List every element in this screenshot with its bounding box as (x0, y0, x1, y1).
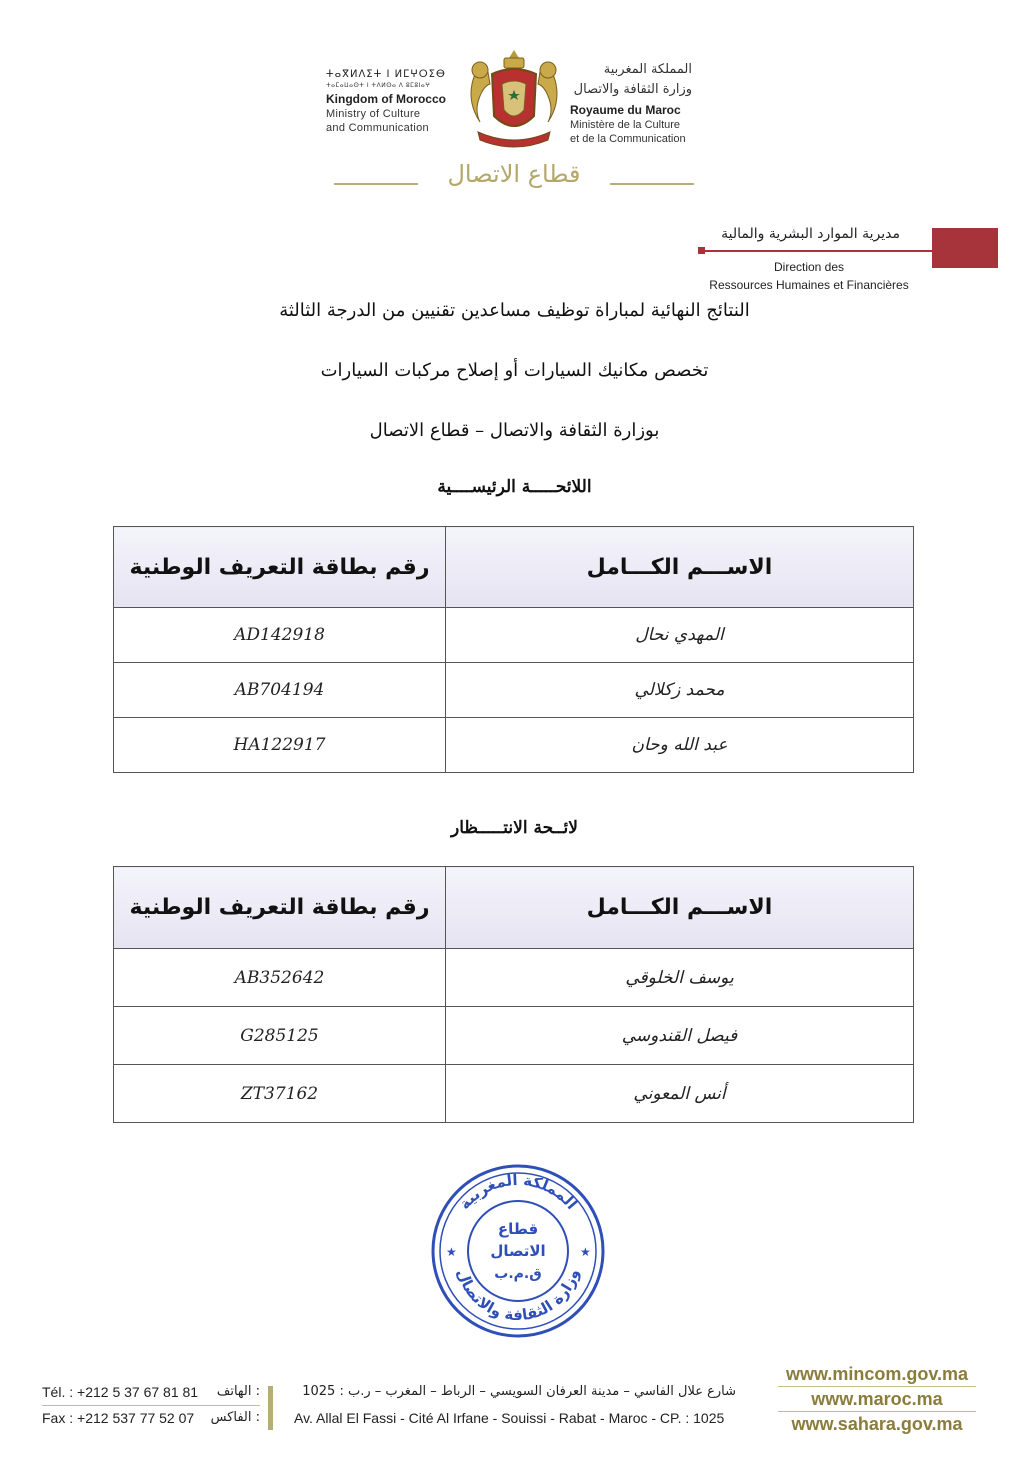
directorate-fr-1: Direction des (773, 260, 845, 274)
header-left-block (326, 68, 456, 135)
tifinagh-ministry: ⵜⴰⵎⴰⵡⴰⵙⵜ ⵏ ⵜⴷⵍⵙⴰ ⴷ ⵓⵎⵓⵏⴰⵖ (326, 82, 431, 89)
footer-contact (42, 1384, 260, 1436)
cell-id: G285125 (114, 1007, 446, 1065)
table-row (114, 718, 914, 773)
kingdom-ar: المملكة المغربية (603, 62, 692, 77)
tel-number: +212 5 37 67 81 81 (77, 1384, 199, 1400)
cell-name: محمد زكلالي (446, 663, 914, 718)
sector-divider-left (334, 183, 418, 185)
table-row (114, 1065, 914, 1123)
table-header-row (114, 867, 914, 949)
ministere-fr-2: et de la Communication (570, 133, 686, 145)
directorate-red-block (932, 228, 998, 268)
directorate-ar: مديرية الموارد البشرية والمالية (721, 226, 900, 242)
col-header-id: رقم بطاقة التعريف الوطنية (114, 867, 446, 949)
header-right-block (570, 60, 710, 146)
table-header-row (114, 527, 914, 608)
fax-label-ar: : الفاكس (210, 1410, 260, 1425)
footer-divider (268, 1386, 273, 1430)
table-row (114, 949, 914, 1007)
waiting-list-table (113, 866, 914, 1123)
website-link[interactable]: www.mincom.gov.ma (778, 1362, 976, 1387)
directorate-fr (700, 258, 918, 294)
official-stamp-icon (430, 1162, 606, 1340)
tel-label-ar: : الهاتف (216, 1384, 260, 1399)
col-header-id: رقم بطاقة التعريف الوطنية (114, 527, 446, 608)
address-fr: Av. Allal El Fassi - Cité Al Irfane - Souissi - Rabat - Maroc - CP. : 1025 (294, 1410, 725, 1426)
ministere-fr-1: Ministère de la Culture (570, 119, 681, 131)
footer-tel-underline (42, 1405, 260, 1406)
sector-divider-right (610, 183, 694, 185)
cell-id: HA122917 (114, 718, 446, 773)
footer-fax-row (42, 1410, 260, 1436)
sector-title: قطاع الاتصال (447, 160, 581, 188)
coat-of-arms-icon (458, 44, 570, 156)
svg-text:★: ★ (580, 1245, 591, 1259)
directorate-fr-2: Ressources Humaines et Financières (709, 278, 909, 292)
cell-id: AB352642 (114, 949, 446, 1007)
title-line-3: بوزارة الثقافة والاتصال – قطاع الاتصال (369, 420, 660, 441)
tifinagh-kingdom: ⵜⴰⴳⵍⴷⵉⵜ ⵏ ⵍⵎⵖⵔⵉⴱ (326, 69, 446, 80)
kingdom-en: Kingdom of Morocco (326, 92, 446, 106)
fax-label: Fax : +212 537 77 52 07 (42, 1410, 195, 1426)
footer-address (294, 1384, 736, 1434)
table-row (114, 608, 914, 663)
stamp-center-1: قطاع (497, 1220, 539, 1238)
footer-websites (778, 1362, 976, 1436)
address-ar: شارع علال الفاسي – مدينة العرفان السويسي – الرباط – المغرب – ر.ب : 1025 (302, 1384, 736, 1399)
website-link[interactable]: www.sahara.gov.ma (791, 1414, 963, 1434)
main-list-heading: اللائحـــــة الرئيســــية (437, 477, 592, 497)
directorate-rule (702, 250, 934, 252)
directorate-dot (698, 247, 705, 254)
fax-number: +212 537 77 52 07 (77, 1410, 195, 1426)
table-row (114, 663, 914, 718)
ministry-en-2: and Communication (326, 122, 429, 134)
cell-name: أنس المعوني (446, 1065, 914, 1123)
col-header-name: الاســـم الكـــامل (446, 867, 914, 949)
cell-id: AD142918 (114, 608, 446, 663)
stamp-center-3: ق.م.ب (494, 1266, 542, 1282)
royaume-fr: Royaume du Maroc (570, 103, 681, 117)
ministry-en-1: Ministry of Culture (326, 108, 421, 120)
footer-tel-row (42, 1384, 260, 1410)
table-row (114, 1007, 914, 1065)
svg-text:★: ★ (446, 1245, 457, 1259)
cell-name: فيصل القندوسي (446, 1007, 914, 1065)
cell-name: يوسف الخلوقي (446, 949, 914, 1007)
ministry-ar: وزارة الثقافة والاتصال (573, 82, 692, 97)
stamp-center-2: الاتصال (490, 1242, 546, 1260)
cell-name: المهدي نحال (446, 608, 914, 663)
tel-label: Tél. : +212 5 37 67 81 81 (42, 1384, 199, 1400)
title-line-1: النتائج النهائية لمباراة توظيف مساعدين تقنيين من الدرجة الثالثة (279, 300, 750, 321)
waiting-list-heading: لائــحة الانتـــــظار (451, 818, 578, 838)
cell-id: ZT37162 (114, 1065, 446, 1123)
col-header-name: الاســـم الكـــامل (446, 527, 914, 608)
cell-name: عبد الله وحان (446, 718, 914, 773)
stamp-ring-top: المملكة المغربية (455, 1170, 581, 1213)
website-link[interactable]: www.maroc.ma (778, 1387, 976, 1412)
stamp-ring-bottom: وزارة الثقافة والاتصال (453, 1266, 583, 1324)
cell-id: AB704194 (114, 663, 446, 718)
title-line-2: تخصص مكانيك السيارات أو إصلاح مركبات السيارات (320, 360, 709, 381)
main-list-table (113, 526, 914, 773)
